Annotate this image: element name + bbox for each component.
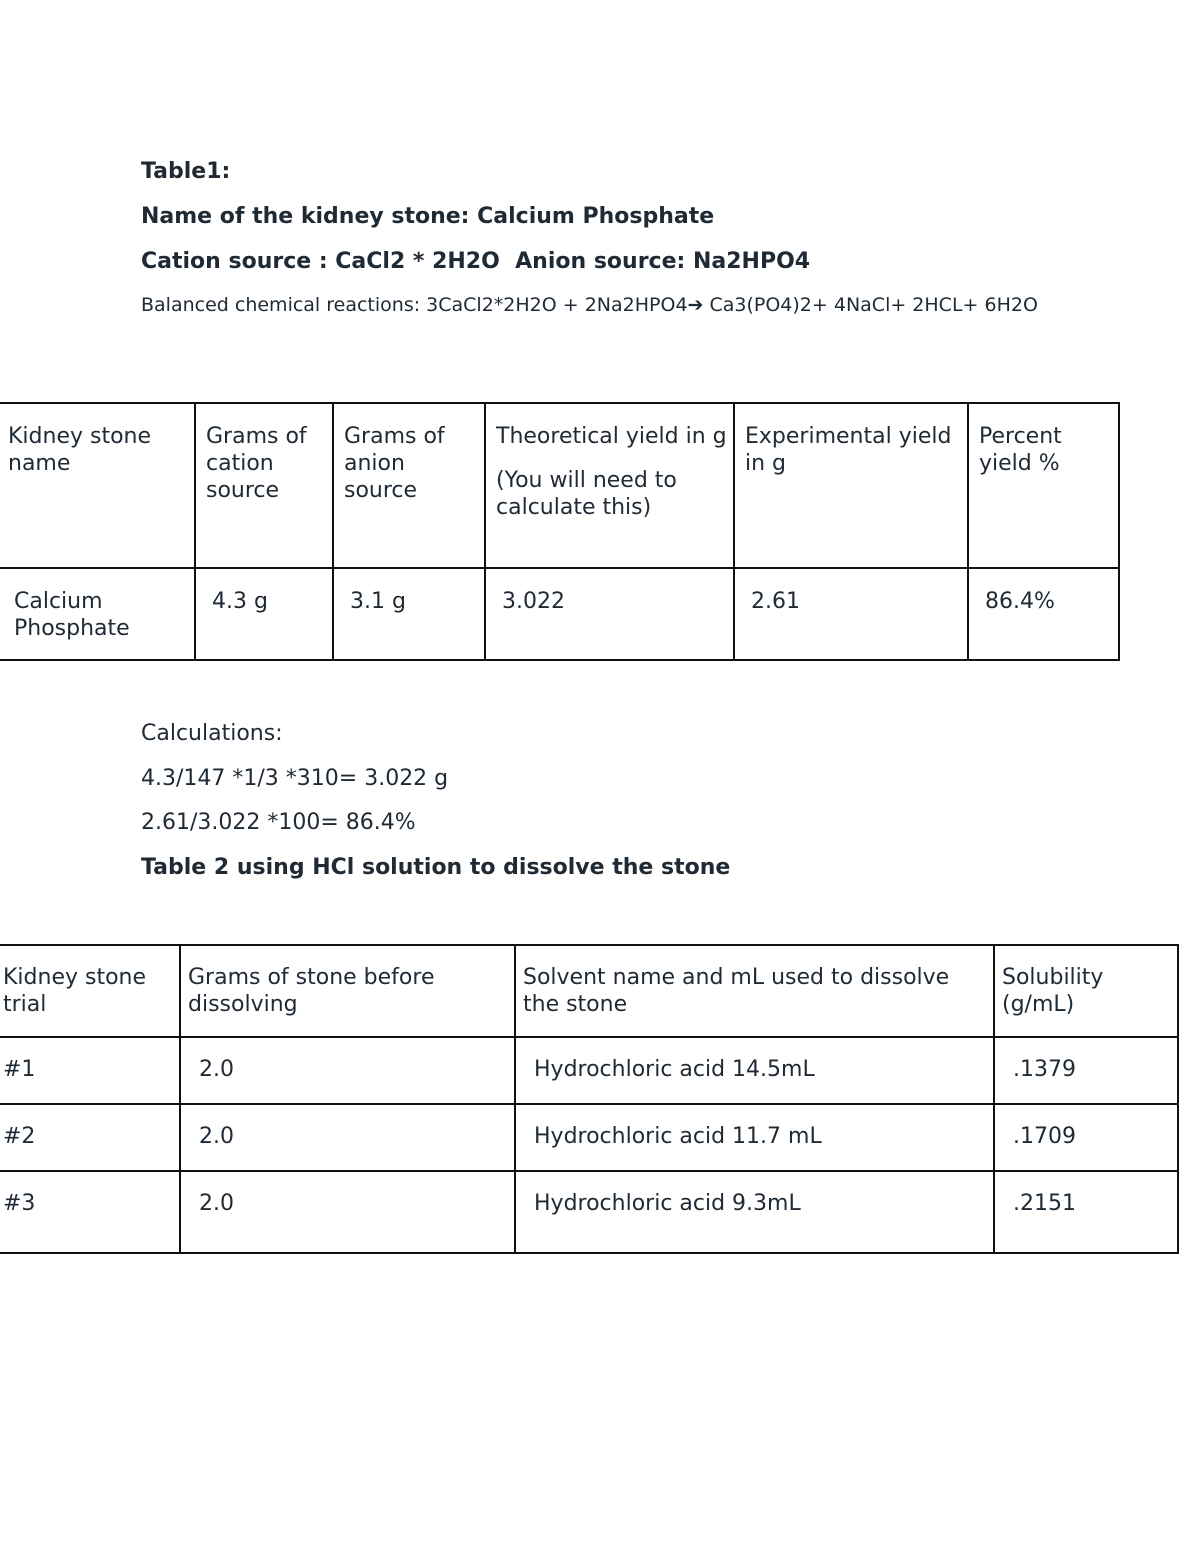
anion-grams-cell: 3.1 g xyxy=(333,568,485,660)
solubility-table xyxy=(0,944,1179,1254)
solvent-cell: Hydrochloric acid 11.7 mL xyxy=(515,1104,994,1171)
grams-cell: 2.0 xyxy=(180,1171,515,1253)
header-cell: Solubility (g/mL) xyxy=(994,945,1178,1037)
theoretical-yield-header: Theoretical yield in g xyxy=(496,424,727,449)
table-row xyxy=(0,1037,1178,1104)
solubility-cell: .1709 xyxy=(994,1104,1178,1171)
trial-cell: #2 xyxy=(0,1104,180,1171)
table2-title: Table 2 using HCl solution to dissolve the stone xyxy=(141,855,731,880)
grams-cell: 2.0 xyxy=(180,1104,515,1171)
calculations-label: Calculations: xyxy=(141,721,283,746)
stone-name-cell: Calcium Phosphate xyxy=(0,568,195,660)
theoretical-yield-cell: 3.022 xyxy=(485,568,734,660)
header-cell: Grams of anion source xyxy=(333,403,485,568)
reaction-line: Balanced chemical reactions: 3CaCl2*2H2O + 2Na2HPO4➔ Ca3(PO4)2+ 4NaCl+ 2HCL+ 6H2O xyxy=(141,294,1038,316)
experimental-yield-cell: 2.61 xyxy=(734,568,968,660)
solvent-cell: Hydrochloric acid 14.5mL xyxy=(515,1037,994,1104)
solubility-cell: .2151 xyxy=(994,1171,1178,1253)
trial-cell: #3 xyxy=(0,1171,180,1253)
header-cell: Kidney stone trial xyxy=(0,945,180,1037)
solubility-cell: .1379 xyxy=(994,1037,1178,1104)
trial-cell: #1 xyxy=(0,1037,180,1104)
header-cell: Grams of cation source xyxy=(195,403,333,568)
cation-source-label: Cation source : CaCl2 * 2H2O xyxy=(141,249,500,274)
table1-label: Table1: xyxy=(141,159,231,184)
calculation-line: 2.61/3.022 *100= 86.4% xyxy=(141,810,416,835)
header-cell: Experimental yield in g xyxy=(734,403,968,568)
anion-source-label: Anion source: Na2HPO4 xyxy=(515,249,811,274)
header-cell: Solvent name and mL used to dissolve the stone xyxy=(515,945,994,1037)
header-cell: Percent yield % xyxy=(968,403,1119,568)
cation-grams-cell: 4.3 g xyxy=(195,568,333,660)
source-line xyxy=(141,249,810,275)
table-header-row xyxy=(0,403,1119,568)
theoretical-yield-note: (You will need to calculate this) xyxy=(496,468,677,520)
yield-table xyxy=(0,402,1120,661)
grams-cell: 2.0 xyxy=(180,1037,515,1104)
solvent-cell: Hydrochloric acid 9.3mL xyxy=(515,1171,994,1253)
header-cell xyxy=(485,403,734,568)
table-row xyxy=(0,1104,1178,1171)
calculation-line: 4.3/147 *1/3 *310= 3.022 g xyxy=(141,766,449,791)
percent-yield-cell: 86.4% xyxy=(968,568,1119,660)
table-header-row xyxy=(0,945,1178,1037)
table-row xyxy=(0,1171,1178,1253)
stone-name-line: Name of the kidney stone: Calcium Phosphate xyxy=(141,204,715,229)
header-cell: Grams of stone before dissolving xyxy=(180,945,515,1037)
header-cell: Kidney stone name xyxy=(0,403,195,568)
table-row xyxy=(0,568,1119,660)
